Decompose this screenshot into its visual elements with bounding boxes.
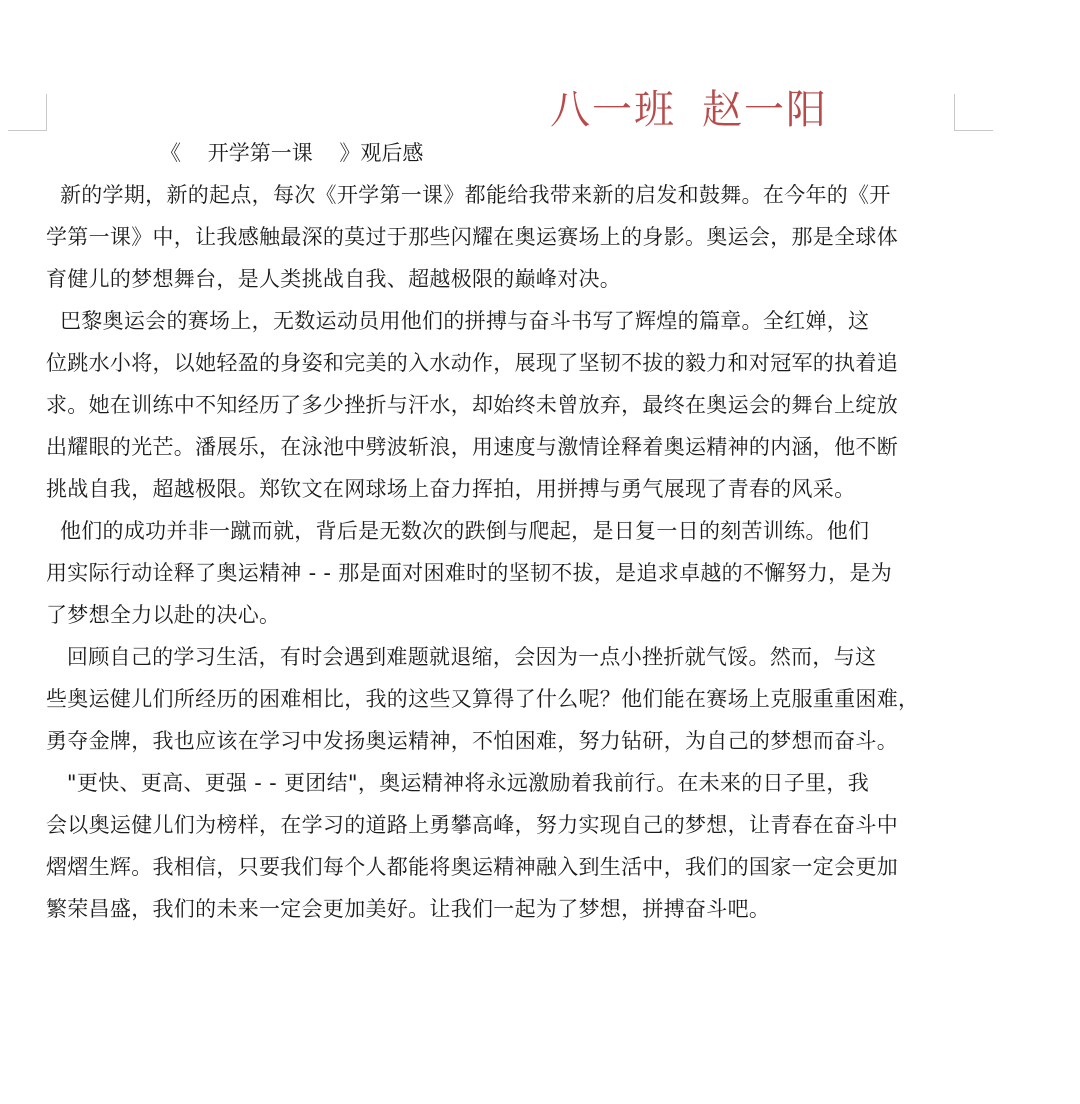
crop-mark-top-right [954, 94, 993, 131]
text-line: 勇夺金牌，我也应该在学习中发扬奥运精神，不怕困难，努力钻研，为自己的梦想而奋斗。 [46, 729, 898, 753]
class-name: 八一班 [550, 87, 676, 133]
paragraph-5 [46, 762, 976, 930]
document-title: 《 开学第一课 》观后感 [160, 141, 424, 165]
text-line: 位跳水小将，以她轻盈的身姿和完美的入水动作，展现了坚韧不拔的毅力和对冠军的执着追 [46, 351, 898, 375]
text-line: 求。她在训练中不知经历了多少挫折与汗水，却始终未曾放弃，最终在奥运会的舞台上绽放 [46, 393, 898, 417]
text-line: 挑战自我，超越极限。郑钦文在网球场上奋力挥拍，用拼搏与勇气展现了青春的风采。 [46, 477, 856, 501]
author-line [550, 82, 828, 138]
paragraph-4 [46, 636, 976, 762]
paragraph-2 [46, 300, 976, 510]
text-line: 育健儿的梦想舞台，是人类挑战自我、超越极限的巅峰对决。 [46, 267, 622, 291]
text-line: 了梦想全力以赴的决心。 [46, 603, 281, 627]
text-line: 熠熠生辉。我相信，只要我们每个人都能将奥运精神融入到生活中，我们的国家一定会更加 [46, 855, 898, 879]
text-line: 学第一课》中，让我感触最深的莫过于那些闪耀在奥运赛场上的身影。奥运会，那是全球体 [46, 225, 898, 249]
text-line: 出耀眼的光芒。潘展乐，在泳池中劈波斩浪，用速度与激情诠释着奥运精神的内涵，他不断 [46, 435, 898, 459]
text-line: 巴黎奥运会的赛场上，无数运动员用他们的拼搏与奋斗书写了辉煌的篇章。全红婵，这 [46, 309, 870, 333]
text-line: 繁荣昌盛，我们的未来一定会更加美好。让我们一起为了梦想，拼搏奋斗吧。 [46, 897, 771, 921]
text-line: "更快、更高、更强 - - 更团结"，奥运精神将永远激励着我前行。在未来的日子里，我 [46, 771, 870, 795]
text-line: 新的学期，新的起点，每次《开学第一课》都能给我带来新的启发和鼓舞。在今年的《开 [46, 183, 891, 207]
text-line: 些奥运健儿们所经历的困难相比，我的这些又算得了什么呢？他们能在赛场上克服重重困难， [46, 687, 920, 711]
paragraph-3 [46, 510, 976, 636]
essay-body [46, 174, 976, 930]
text-line: 会以奥运健儿们为榜样，在学习的道路上勇攀高峰，努力实现自己的梦想，让青春在奋斗中 [46, 813, 898, 837]
paragraph-1 [46, 174, 976, 300]
student-name: 赵一阳 [702, 87, 828, 133]
text-line: 回顾自己的学习生活，有时会遇到难题就退缩，会因为一点小挫折就气馁。然而，与这 [46, 645, 877, 669]
crop-mark-top-left [8, 94, 47, 131]
text-line: 他们的成功并非一蹴而就，背后是无数次的跌倒与爬起，是日复一日的刻苦训练。他们 [46, 519, 870, 543]
text-line: 用实际行动诠释了奥运精神 - - 那是面对困难时的坚韧不拔，是追求卓越的不懈努力，是为 [46, 561, 893, 585]
